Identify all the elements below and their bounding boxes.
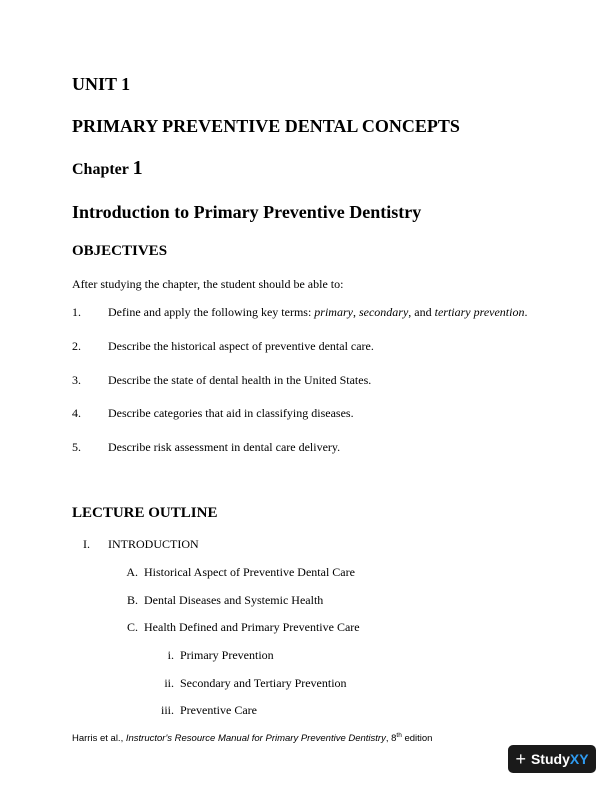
objective-text — [108, 305, 527, 320]
lecture-outline-heading: LECTURE OUTLINE — [72, 505, 218, 521]
objective-text-part: , and — [408, 305, 435, 319]
outline-marker: C. — [126, 620, 138, 634]
unit-title: PRIMARY PREVENTIVE DENTAL CONCEPTS — [72, 116, 460, 136]
objective-number: 3. — [72, 373, 81, 387]
objective-text: Describe risk assessment in dental care delivery. — [108, 440, 341, 454]
objective-text-part: , — [352, 305, 359, 319]
objective-number: 1. — [72, 305, 81, 319]
outline-marker: iii. — [160, 703, 174, 717]
outline-subitem — [0, 648, 612, 664]
footer-edition-word: edition — [401, 733, 433, 744]
key-term: primary — [314, 305, 353, 319]
unit-label: UNIT 1 — [72, 74, 131, 94]
outline-marker: A. — [126, 565, 138, 579]
brand-name — [531, 751, 589, 767]
outline-marker: i. — [167, 648, 174, 662]
footer-edition-number: , 8 — [385, 733, 397, 744]
outline-text: Historical Aspect of Preventive Dental Care — [144, 565, 355, 579]
outline-subsection — [0, 620, 612, 636]
outline-subsection — [0, 565, 612, 581]
outline-text: Dental Diseases and Systemic Health — [144, 593, 324, 607]
outline-text: Preventive Care — [180, 703, 257, 717]
outline-text: INTRODUCTION — [108, 537, 199, 551]
objectives-intro: After studying the chapter, the student should be able to: — [72, 277, 344, 291]
chapter-word: Chapter — [72, 161, 129, 178]
outline-text: Secondary and Tertiary Prevention — [180, 676, 347, 690]
footer-book-title: Instructor's Resource Manual for Primary Preventive Dentistry — [125, 733, 386, 744]
studyxy-badge[interactable] — [508, 745, 596, 773]
key-term: tertiary prevention — [434, 305, 525, 319]
outline-text: Health Defined and Primary Preventive Care — [144, 620, 360, 634]
key-term: secondary — [358, 305, 409, 319]
brand-name-part: Study — [530, 751, 570, 767]
objective-number: 2. — [72, 339, 81, 353]
objective-number: 4. — [72, 406, 81, 420]
footer-edition-suffix: th — [396, 731, 402, 739]
plus-icon: + — [515, 749, 526, 769]
outline-section — [0, 537, 612, 553]
outline-subitem — [0, 703, 612, 719]
objective-number: 5. — [72, 440, 81, 454]
outline-marker: I. — [83, 537, 90, 551]
outline-subsection — [0, 593, 612, 609]
objective-text-part: . — [524, 305, 528, 319]
objectives-heading: OBJECTIVES — [72, 243, 168, 259]
chapter-label — [72, 157, 143, 180]
outline-text: Primary Prevention — [180, 648, 274, 662]
chapter-title: Introduction to Primary Preventive Dentistry — [72, 202, 422, 222]
brand-name-accent: XY — [569, 751, 589, 767]
objective-text: Describe categories that aid in classifying diseases. — [108, 406, 354, 420]
chapter-number: 1 — [132, 157, 143, 179]
objective-text: Describe the historical aspect of preventive dental care. — [108, 339, 374, 353]
footer-authors: Harris et al., — [72, 733, 126, 744]
objective-text-part: Define and apply the following key terms: — [108, 305, 315, 319]
outline-subitem — [0, 676, 612, 692]
outline-marker: ii. — [164, 676, 174, 690]
footer-citation — [72, 733, 432, 744]
objective-text: Describe the state of dental health in the United States. — [108, 373, 372, 387]
outline-marker: B. — [126, 593, 138, 607]
